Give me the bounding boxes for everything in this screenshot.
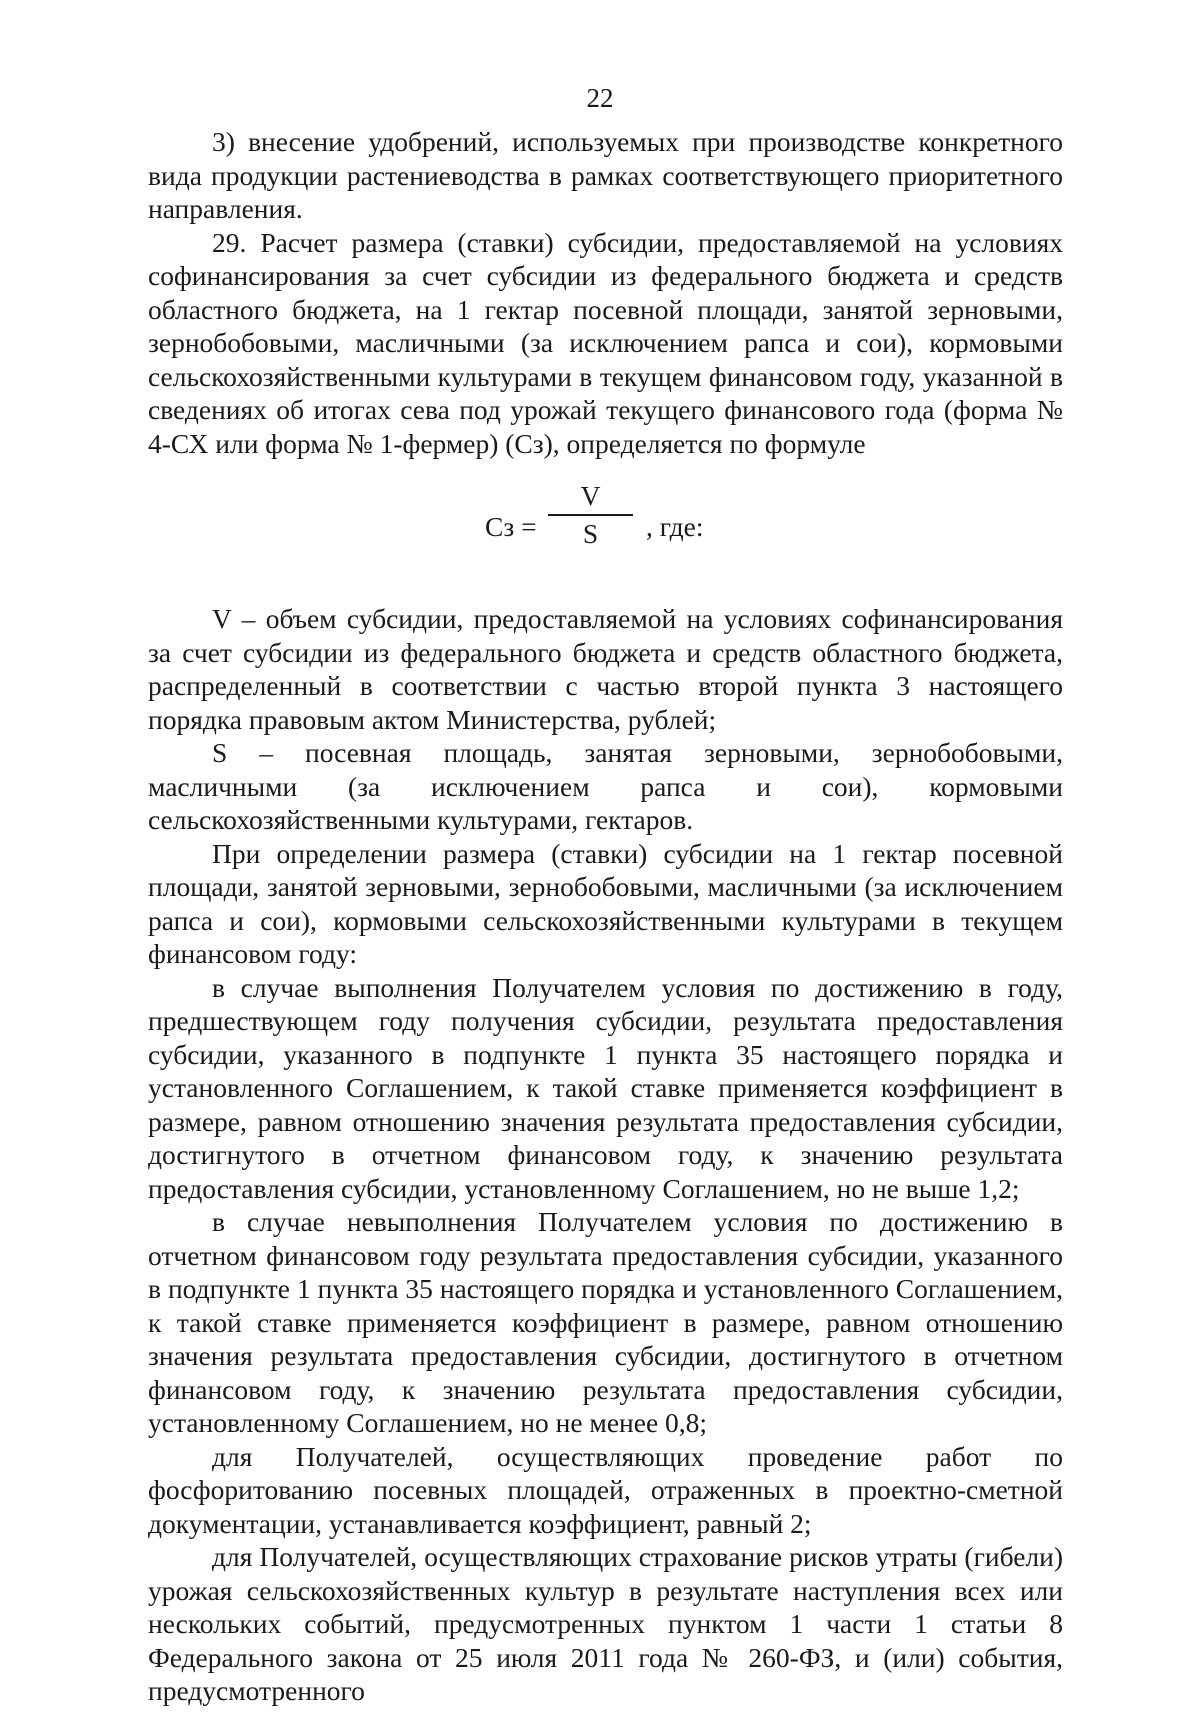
page-number: 22 xyxy=(586,83,614,113)
formula-suffix: , где: xyxy=(646,511,704,542)
document-body xyxy=(148,125,1063,1708)
paragraph-case-fulfilled: в случае выполнения Получателем условия по достижению в году, предшествующем году получения субсидии, результата предоставления субсидии, указанного в подпункте 1 пункта 35 настоящего порядка и установленного Соглашением, к такой ставке применяется коэффициент в размере, равном отношению значения результата предоставления субсидии, достигнутого в отчетном финансовом году, к значению результата предоставления субсидии, установленному Соглашением, но не выше 1,2; xyxy=(148,971,1063,1204)
paragraph-29: 29. Расчет размера (ставки) субсидии, предоставляемой на условиях софинансирования за счет субсидии из федерального бюджета и средств областного бюджета, на 1 гектар посевной площади, занятой зерновыми, зернобобовыми, масличными (за исключением рапса и сои), кормовыми сельскохозяйственными культурами в текущем финансовом году, указанной в сведениях об итогах сева под урожай текущего финансового года (форма № 4-СХ или форма № 1-фермер) (Сз), определяется по формуле xyxy=(148,226,1063,459)
definition-v: V – объем субсидии, предоставляемой на условиях софинансирования за счет субсидии из федерального бюджета и средств областного бюджета, распределенный в соответствии с частью второй пункта 3 настоящего порядка правовым актом Министерства, рублей; xyxy=(148,603,1063,735)
fraction-bar xyxy=(548,514,633,516)
formula-fraction xyxy=(548,480,633,550)
formula-numerator: V xyxy=(580,480,601,511)
formula-denominator: S xyxy=(582,518,599,549)
definition-s: S – посевная площадь, занятая зерновыми, зернобобовыми, масличными (за исключением рапса и сои), кормовыми сельскохозяйственными культурами, гектаров. xyxy=(148,737,1063,835)
paragraph-rate-determination: При определении размера (ставки) субсидии на 1 гектар посевной площади, занятой зерновыми, зернобобовыми, масличными (за исключением рапса и сои), кормовыми сельскохозяйственными культурами в текущем финансовом году: xyxy=(148,837,1063,969)
formula xyxy=(148,480,1063,576)
paragraph-item-3: 3) внесение удобрений, используемых при производстве конкретного вида продукции растениеводства в рамках соответствующего приоритетного направления. xyxy=(148,126,1063,224)
paragraph-case-not-fulfilled: в случае невыполнения Получателем условия по достижению в отчетном финансовом году результата предоставления субсидии, указанного в подпункте 1 пункта 35 настоящего порядка и установленного Соглашением, к такой ставке применяется коэффициент в размере, равном отношению значения результата предоставления субсидии, достигнутого в отчетном финансовом году, к значению результата предоставления субсидии, установленному Соглашением, но не менее 0,8; xyxy=(148,1206,1063,1438)
paragraph-insurance: для Получателей, осуществляющих страхование рисков утраты (гибели) урожая сельскохозяйственных культур в результате наступления всех или нескольких событий, предусмотренных пунктом 1 части 1 статьи 8 Федерального закона от 25 июля 2011 года № 260-ФЗ, и (или) события, предусмотренного xyxy=(148,1541,1063,1706)
paragraph-phosphoritization: для Получателей, осуществляющих проведение работ по фосфоритованию посевных площадей, отраженных в проектно-сметной документации, устанавливается коэффициент, равный 2; xyxy=(148,1440,1063,1539)
formula-lhs: Сз = xyxy=(485,511,537,542)
